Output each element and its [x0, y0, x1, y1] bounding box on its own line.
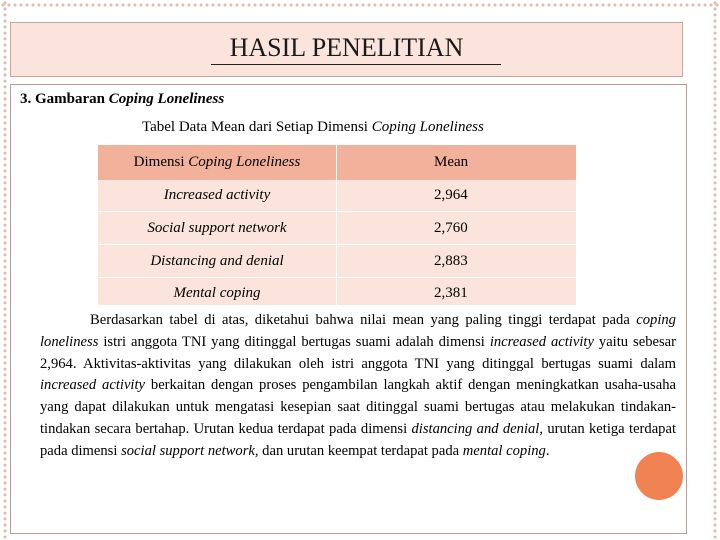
paragraph-term: increased activity — [40, 377, 146, 394]
table-header-dimension — [98, 154, 336, 171]
header-dimension-lead: Dimensi — [133, 154, 185, 170]
decorative-border-left — [2, 0, 8, 540]
page-title: HASIL PENELITIAN — [229, 33, 464, 62]
section-topic: Coping Loneliness — [108, 91, 225, 107]
table-caption — [142, 119, 484, 136]
table-cell-dimension: Mental coping — [173, 285, 261, 301]
table-cell-mean: 2,760 — [434, 220, 468, 236]
header-dimension-topic: Coping Loneliness — [188, 154, 301, 170]
table-row-divider — [98, 211, 576, 212]
paragraph-term: social support network, — [121, 442, 259, 459]
table-cell-dimension: Increased activity — [163, 187, 271, 203]
table-cell-mean: 2,964 — [434, 187, 468, 203]
paragraph-text: dan urutan keempat terdapat pada — [262, 442, 460, 459]
paragraph-term: distancing and denial, — [411, 420, 544, 437]
decorative-border-top — [0, 2, 720, 8]
paragraph-text: Berdasarkan tabel di atas, diketahui bahwa nilai mean yang paling tinggi terdapat pada — [90, 312, 630, 328]
title-banner — [10, 22, 683, 77]
paragraph-text: berkaitan dengan proses pengambilan langkah aktif dengan meningkatkan usaha-usaha yang dapat dilakukan untuk mengatasi kesepian saat ditinggal suami bertugas atau melakukan tindakan-tindakan secara bertahap. Urutan kedua terdapat pada dimensi — [40, 377, 676, 437]
table-column-divider — [336, 145, 337, 305]
title-underline — [211, 64, 501, 65]
body-paragraph — [40, 310, 676, 463]
paragraph-text: yaitu sebesar 2,964. Aktivitas-aktivitas yang dilakukan oleh istri anggota TNI yang ditinggal bertugas suami dalam — [40, 333, 676, 372]
paragraph-text: istri anggota TNI yang ditinggal bertugas suami adalah dimensi — [103, 333, 485, 350]
paragraph-term: increased activity — [489, 333, 594, 350]
decorative-border-right — [712, 0, 718, 540]
paragraph-term: coping loneliness — [40, 312, 676, 350]
section-heading — [20, 91, 224, 108]
paragraph-text: urutan ketiga terdapat pada dimensi — [40, 420, 677, 459]
table-cell-dimension: Distancing and denial — [150, 253, 284, 269]
section-number: 3. — [20, 91, 32, 107]
table-cell-mean: 2,381 — [434, 285, 468, 301]
table-caption-lead: Tabel Data Mean dari Setiap Dimensi — [142, 119, 368, 135]
table-caption-topic: Coping Loneliness — [371, 119, 484, 135]
paragraph-term: mental coping — [462, 442, 546, 459]
table-cell-dimension: Social support network — [147, 220, 287, 236]
table-row-divider — [98, 277, 576, 278]
section-lead: Gambaran — [35, 91, 106, 107]
paragraph-text: . — [545, 442, 550, 459]
table-cell-mean: 2,883 — [434, 253, 468, 269]
table-header-mean: Mean — [434, 154, 469, 170]
table-row-divider — [98, 244, 576, 245]
